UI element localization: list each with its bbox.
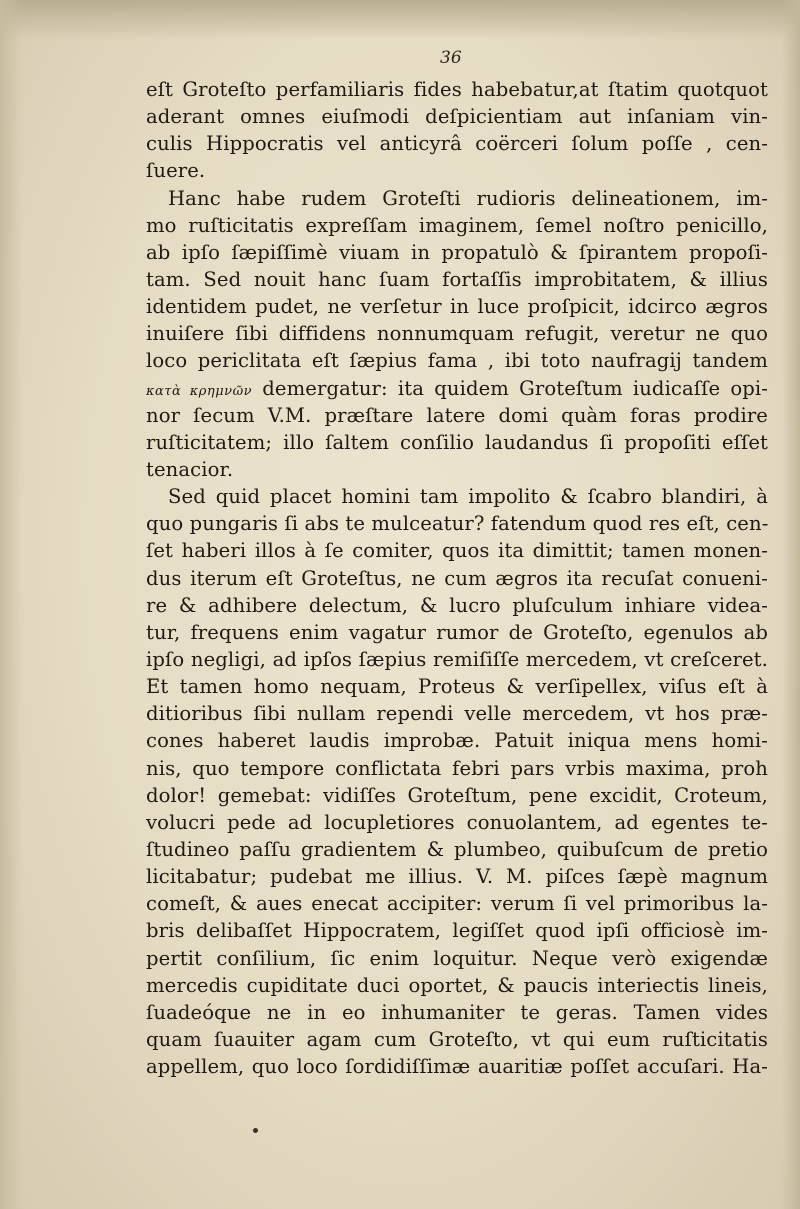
text-line: ſtudineo paſſu gradientem & plumbeo, quibuſcum de pretio — [146, 837, 768, 861]
text-line: ſuere. — [146, 159, 206, 183]
text-line: eſt Groteſto perfamiliaris fides habebatur,at ſtatim quotquot — [146, 78, 768, 101]
text-line: dus iterum eſt Groteſtus, ne cum ægros ita recuſat conueni- — [146, 566, 768, 590]
text-line: volucri pede ad locupletiores conuolantem, ad egentes te- — [146, 810, 768, 834]
text-line: Sed quid placet homini tam impolito & ſcabro blandiri, à — [168, 485, 768, 509]
text-line: nis, quo tempore conflictata febri pars vrbis maxima, proh — [146, 756, 768, 780]
text-line: Hanc habe rudem Groteſti rudioris delineationem, im- — [168, 186, 768, 210]
text-line: pertit conſilium, ſic enim loquitur. Neque verò exigendæ — [146, 946, 768, 970]
text-line: comeſt, & aues enecat accipiter: verum ſi vel primoribus la- — [146, 892, 768, 916]
text-line: nor ſecum V.M. præſtare latere domi quàm foras prodire — [146, 403, 768, 427]
text-line: tam. Sed nouit hanc ſuam fortaſſis improbitatem, & illius — [146, 267, 768, 291]
text-line: inuiſere ſibi diffidens nonnumquam refugit, veretur ne quo — [146, 322, 768, 346]
text-line: mercedis cupiditate duci oportet, & paucis interiectis lineis, — [146, 973, 768, 997]
body-text — [146, 76, 768, 1080]
text-line: ſuadeóque ne in eo inhumaniter te geras. Tamen vides — [146, 1000, 768, 1024]
page-top-shadow — [0, 0, 800, 40]
text-line: ipſo negligi, ad ipſos ſæpius remiſiſſe mercedem, vt creſceret. — [146, 647, 768, 671]
text-line: ditioribus ſibi nullam rependi velle mercedem, vt hos præ- — [146, 702, 768, 726]
text-line: re & adhibere delectum, & lucro pluſculum inhiare videa- — [146, 593, 768, 617]
text-line: identidem pudet, ne verſetur in luce proſpicit, idcirco ægros — [146, 295, 768, 319]
text-line: culis Hippocratis vel anticyrâ coërceri ſolum poſſe , cen- — [146, 132, 768, 156]
text-line: Et tamen homo nequam, Proteus & verſipellex, viſus eſt à — [146, 675, 768, 699]
text-line — [146, 375, 768, 402]
text-line: tur, frequens enim vagatur rumor de Groteſto, egenulos ab — [146, 620, 768, 644]
text-line: loco periclitata eſt ſæpius fama , ibi toto naufragij tandem — [146, 349, 768, 373]
text-line: tenacior. — [146, 457, 234, 481]
greek-phrase: κατὰ κρημνῶν — [146, 383, 253, 399]
page-right-shadow — [782, 0, 800, 1209]
text-line-rest: demergatur: ita quidem Groteſtum iudicaſſe opi- — [252, 376, 768, 400]
text-line: appellem, quo loco ſordidiſſimæ auaritiæ poſſet accuſari. Ha- — [146, 1055, 768, 1079]
page-left-shadow — [0, 0, 22, 1209]
text-line: quo pungaris ſi abs te mulceatur? fatendum quod res eſt, cen- — [146, 512, 769, 536]
text-line: ſet haberi illos à ſe comiter, quos ita dimittit; tamen monen- — [146, 539, 768, 563]
text-line: quam ſuauiter agam cum Groteſto, vt qui eum ruſticitatis — [146, 1027, 768, 1051]
page-number: 36 — [440, 48, 462, 68]
text-line: ruſticitatem; illo ſaltem conſilio laudandus ſi propoſiti eſſet — [146, 430, 768, 454]
text-line: licitabatur; pudebat me illius. V. M. piſces ſæpè magnum — [146, 865, 768, 889]
text-line: dolor! gemebat: vidiſſes Groteſtum, pene excidit, Croteum, — [146, 783, 768, 807]
text-line: cones haberet laudis improbæ. Patuit iniqua mens homi- — [146, 729, 768, 753]
text-line: ab ipſo ſæpiſſimè viuam in propatulò & ſpirantem propoſi- — [146, 240, 768, 264]
text-line: aderant omnes eiuſmodi deſpicientiam aut inſaniam vin- — [146, 105, 768, 129]
text-line: bris delibaſſet Hippocratem, legiſſet quod ipſi officiosè im- — [146, 919, 768, 943]
text-line: mo ruſticitatis expreſſam imaginem, ſemel noſtro penicillo, — [146, 213, 768, 237]
ink-spot — [253, 1128, 258, 1133]
